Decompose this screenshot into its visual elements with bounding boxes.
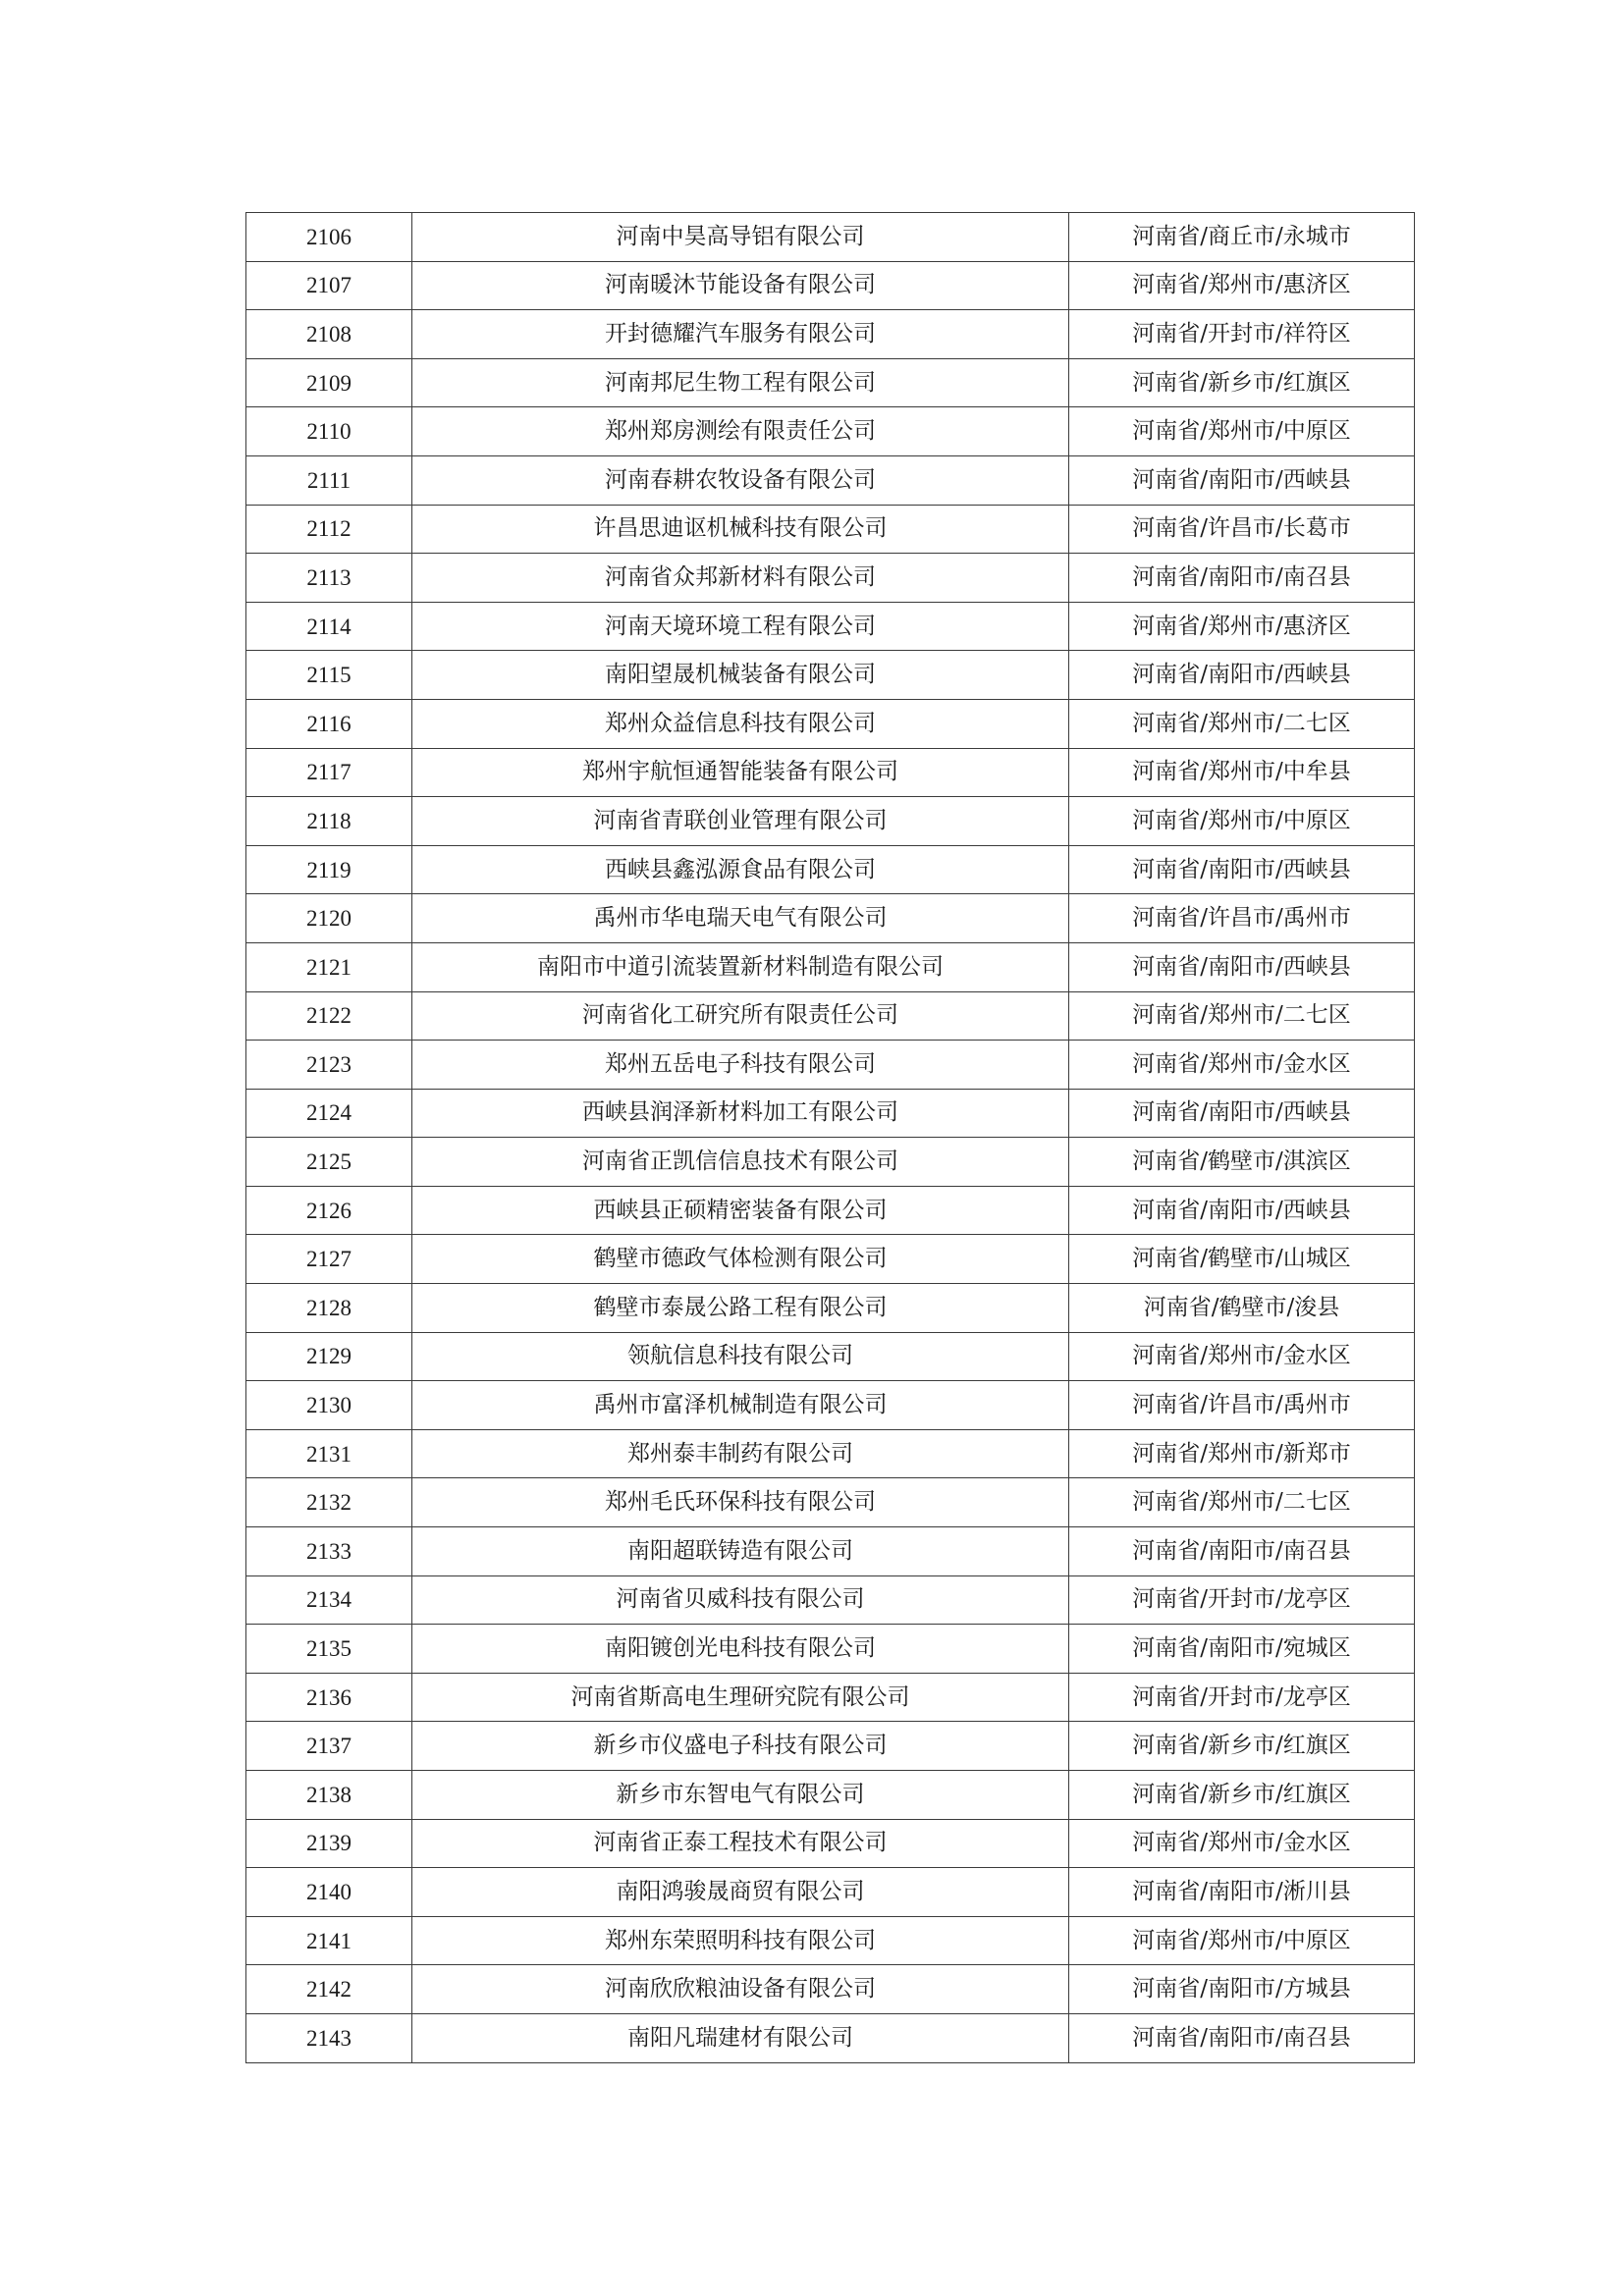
company-name-cell: 南阳市中道引流装置新材料制造有限公司 bbox=[412, 942, 1069, 991]
row-number-cell: 2135 bbox=[246, 1625, 412, 1674]
company-name-cell: 郑州众益信息科技有限公司 bbox=[412, 699, 1069, 748]
row-number-cell: 2107 bbox=[246, 261, 412, 310]
row-number-cell: 2110 bbox=[246, 407, 412, 456]
table-row bbox=[246, 261, 1415, 310]
region-cell: 河南省/南阳市/南召县 bbox=[1069, 554, 1415, 603]
row-number-cell: 2132 bbox=[246, 1478, 412, 1527]
table-row bbox=[246, 1284, 1415, 1333]
company-name-cell: 河南中昊高导铝有限公司 bbox=[412, 213, 1069, 262]
table-row bbox=[246, 1575, 1415, 1625]
table-row bbox=[246, 554, 1415, 603]
company-name-cell: 郑州郑房测绘有限责任公司 bbox=[412, 407, 1069, 456]
company-name-cell: 郑州五岳电子科技有限公司 bbox=[412, 1041, 1069, 1090]
table-row bbox=[246, 1722, 1415, 1771]
table-row bbox=[246, 942, 1415, 991]
company-name-cell: 南阳望晟机械装备有限公司 bbox=[412, 651, 1069, 700]
row-number-cell: 2128 bbox=[246, 1284, 412, 1333]
row-number-cell: 2137 bbox=[246, 1722, 412, 1771]
row-number-cell: 2120 bbox=[246, 894, 412, 943]
table-row bbox=[246, 1381, 1415, 1430]
table-row bbox=[246, 699, 1415, 748]
company-name-cell: 河南天境环境工程有限公司 bbox=[412, 602, 1069, 651]
row-number-cell: 2124 bbox=[246, 1089, 412, 1138]
row-number-cell: 2118 bbox=[246, 797, 412, 846]
table-row bbox=[246, 407, 1415, 456]
region-cell: 河南省/许昌市/长葛市 bbox=[1069, 505, 1415, 554]
company-name-cell: 新乡市仪盛电子科技有限公司 bbox=[412, 1722, 1069, 1771]
row-number-cell: 2123 bbox=[246, 1041, 412, 1090]
row-number-cell: 2111 bbox=[246, 455, 412, 505]
table-row bbox=[246, 1673, 1415, 1722]
company-name-cell: 西峡县润泽新材料加工有限公司 bbox=[412, 1089, 1069, 1138]
row-number-cell: 2136 bbox=[246, 1673, 412, 1722]
region-cell: 河南省/南阳市/西峡县 bbox=[1069, 845, 1415, 894]
region-cell: 河南省/南阳市/西峡县 bbox=[1069, 942, 1415, 991]
region-cell: 河南省/许昌市/禹州市 bbox=[1069, 1381, 1415, 1430]
row-number-cell: 2119 bbox=[246, 845, 412, 894]
region-cell: 河南省/郑州市/二七区 bbox=[1069, 699, 1415, 748]
region-cell: 河南省/南阳市/南召县 bbox=[1069, 2013, 1415, 2062]
region-cell: 河南省/南阳市/方城县 bbox=[1069, 1965, 1415, 2014]
region-cell: 河南省/南阳市/西峡县 bbox=[1069, 1089, 1415, 1138]
table-row bbox=[246, 310, 1415, 359]
row-number-cell: 2138 bbox=[246, 1771, 412, 1820]
table-row bbox=[246, 1771, 1415, 1820]
company-name-cell: 鹤壁市泰晟公路工程有限公司 bbox=[412, 1284, 1069, 1333]
table-row bbox=[246, 1186, 1415, 1235]
region-cell: 河南省/南阳市/西峡县 bbox=[1069, 1186, 1415, 1235]
table-row bbox=[246, 1819, 1415, 1868]
company-name-cell: 南阳超联铸造有限公司 bbox=[412, 1527, 1069, 1576]
row-number-cell: 2125 bbox=[246, 1138, 412, 1187]
company-name-cell: 南阳凡瑞建材有限公司 bbox=[412, 2013, 1069, 2062]
company-name-cell: 郑州毛氏环保科技有限公司 bbox=[412, 1478, 1069, 1527]
table-row bbox=[246, 991, 1415, 1041]
table-row bbox=[246, 1041, 1415, 1090]
row-number-cell: 2106 bbox=[246, 213, 412, 262]
region-cell: 河南省/郑州市/新郑市 bbox=[1069, 1429, 1415, 1478]
table-row bbox=[246, 1138, 1415, 1187]
table-row bbox=[246, 1089, 1415, 1138]
row-number-cell: 2142 bbox=[246, 1965, 412, 2014]
region-cell: 河南省/开封市/祥符区 bbox=[1069, 310, 1415, 359]
region-cell: 河南省/开封市/龙亭区 bbox=[1069, 1673, 1415, 1722]
company-name-cell: 郑州宇航恒通智能装备有限公司 bbox=[412, 748, 1069, 797]
region-cell: 河南省/郑州市/二七区 bbox=[1069, 991, 1415, 1041]
table-row bbox=[246, 845, 1415, 894]
company-name-cell: 郑州泰丰制药有限公司 bbox=[412, 1429, 1069, 1478]
row-number-cell: 2129 bbox=[246, 1332, 412, 1381]
company-name-cell: 禹州市华电瑞天电气有限公司 bbox=[412, 894, 1069, 943]
table-body bbox=[246, 213, 1415, 2063]
table-row bbox=[246, 797, 1415, 846]
row-number-cell: 2108 bbox=[246, 310, 412, 359]
company-name-cell: 南阳镀创光电科技有限公司 bbox=[412, 1625, 1069, 1674]
table-row bbox=[246, 894, 1415, 943]
company-name-cell: 许昌思迪讴机械科技有限公司 bbox=[412, 505, 1069, 554]
row-number-cell: 2127 bbox=[246, 1235, 412, 1284]
company-list-table bbox=[245, 212, 1415, 2063]
table-row bbox=[246, 1868, 1415, 1917]
row-number-cell: 2139 bbox=[246, 1819, 412, 1868]
region-cell: 河南省/南阳市/西峡县 bbox=[1069, 455, 1415, 505]
company-name-cell: 河南省化工研究所有限责任公司 bbox=[412, 991, 1069, 1041]
table-row bbox=[246, 748, 1415, 797]
row-number-cell: 2141 bbox=[246, 1916, 412, 1965]
table-row bbox=[246, 2013, 1415, 2062]
company-name-cell: 河南省青联创业管理有限公司 bbox=[412, 797, 1069, 846]
company-name-cell: 河南邦尼生物工程有限公司 bbox=[412, 358, 1069, 407]
company-name-cell: 河南暖沐节能设备有限公司 bbox=[412, 261, 1069, 310]
region-cell: 河南省/鹤壁市/山城区 bbox=[1069, 1235, 1415, 1284]
region-cell: 河南省/南阳市/淅川县 bbox=[1069, 1868, 1415, 1917]
table-row bbox=[246, 1527, 1415, 1576]
region-cell: 河南省/郑州市/金水区 bbox=[1069, 1819, 1415, 1868]
company-name-cell: 河南省正凯信信息技术有限公司 bbox=[412, 1138, 1069, 1187]
company-name-cell: 河南省正泰工程技术有限公司 bbox=[412, 1819, 1069, 1868]
region-cell: 河南省/南阳市/宛城区 bbox=[1069, 1625, 1415, 1674]
region-cell: 河南省/新乡市/红旗区 bbox=[1069, 358, 1415, 407]
region-cell: 河南省/南阳市/西峡县 bbox=[1069, 651, 1415, 700]
table-row bbox=[246, 505, 1415, 554]
row-number-cell: 2115 bbox=[246, 651, 412, 700]
row-number-cell: 2109 bbox=[246, 358, 412, 407]
table-row bbox=[246, 651, 1415, 700]
row-number-cell: 2134 bbox=[246, 1575, 412, 1625]
company-name-cell: 西峡县正硕精密装备有限公司 bbox=[412, 1186, 1069, 1235]
company-name-cell: 南阳鸿骏晟商贸有限公司 bbox=[412, 1868, 1069, 1917]
region-cell: 河南省/新乡市/红旗区 bbox=[1069, 1722, 1415, 1771]
row-number-cell: 2117 bbox=[246, 748, 412, 797]
company-name-cell: 河南省众邦新材料有限公司 bbox=[412, 554, 1069, 603]
row-number-cell: 2114 bbox=[246, 602, 412, 651]
table-row bbox=[246, 358, 1415, 407]
region-cell: 河南省/郑州市/中原区 bbox=[1069, 1916, 1415, 1965]
region-cell: 河南省/郑州市/中牟县 bbox=[1069, 748, 1415, 797]
row-number-cell: 2116 bbox=[246, 699, 412, 748]
region-cell: 河南省/郑州市/金水区 bbox=[1069, 1041, 1415, 1090]
region-cell: 河南省/商丘市/永城市 bbox=[1069, 213, 1415, 262]
table-row bbox=[246, 602, 1415, 651]
region-cell: 河南省/郑州市/中原区 bbox=[1069, 407, 1415, 456]
region-cell: 河南省/郑州市/中原区 bbox=[1069, 797, 1415, 846]
region-cell: 河南省/鹤壁市/浚县 bbox=[1069, 1284, 1415, 1333]
company-name-cell: 河南春耕农牧设备有限公司 bbox=[412, 455, 1069, 505]
table-row bbox=[246, 1332, 1415, 1381]
company-name-cell: 西峡县鑫泓源食品有限公司 bbox=[412, 845, 1069, 894]
company-name-cell: 禹州市富泽机械制造有限公司 bbox=[412, 1381, 1069, 1430]
table-row bbox=[246, 455, 1415, 505]
company-name-cell: 开封德耀汽车服务有限公司 bbox=[412, 310, 1069, 359]
table-row bbox=[246, 1478, 1415, 1527]
company-name-cell: 河南省斯高电生理研究院有限公司 bbox=[412, 1673, 1069, 1722]
table-row bbox=[246, 1965, 1415, 2014]
row-number-cell: 2126 bbox=[246, 1186, 412, 1235]
region-cell: 河南省/郑州市/惠济区 bbox=[1069, 261, 1415, 310]
row-number-cell: 2131 bbox=[246, 1429, 412, 1478]
row-number-cell: 2122 bbox=[246, 991, 412, 1041]
row-number-cell: 2133 bbox=[246, 1527, 412, 1576]
region-cell: 河南省/郑州市/金水区 bbox=[1069, 1332, 1415, 1381]
row-number-cell: 2113 bbox=[246, 554, 412, 603]
row-number-cell: 2130 bbox=[246, 1381, 412, 1430]
region-cell: 河南省/郑州市/惠济区 bbox=[1069, 602, 1415, 651]
row-number-cell: 2143 bbox=[246, 2013, 412, 2062]
company-name-cell: 河南省贝威科技有限公司 bbox=[412, 1575, 1069, 1625]
row-number-cell: 2112 bbox=[246, 505, 412, 554]
company-name-cell: 河南欣欣粮油设备有限公司 bbox=[412, 1965, 1069, 2014]
region-cell: 河南省/新乡市/红旗区 bbox=[1069, 1771, 1415, 1820]
region-cell: 河南省/许昌市/禹州市 bbox=[1069, 894, 1415, 943]
row-number-cell: 2140 bbox=[246, 1868, 412, 1917]
company-name-cell: 郑州东荣照明科技有限公司 bbox=[412, 1916, 1069, 1965]
table-row bbox=[246, 1625, 1415, 1674]
row-number-cell: 2121 bbox=[246, 942, 412, 991]
table-row bbox=[246, 1429, 1415, 1478]
region-cell: 河南省/南阳市/南召县 bbox=[1069, 1527, 1415, 1576]
region-cell: 河南省/郑州市/二七区 bbox=[1069, 1478, 1415, 1527]
table-row bbox=[246, 1916, 1415, 1965]
company-name-cell: 领航信息科技有限公司 bbox=[412, 1332, 1069, 1381]
region-cell: 河南省/鹤壁市/淇滨区 bbox=[1069, 1138, 1415, 1187]
table-row bbox=[246, 1235, 1415, 1284]
table-row bbox=[246, 213, 1415, 262]
company-name-cell: 鹤壁市德政气体检测有限公司 bbox=[412, 1235, 1069, 1284]
company-name-cell: 新乡市东智电气有限公司 bbox=[412, 1771, 1069, 1820]
region-cell: 河南省/开封市/龙亭区 bbox=[1069, 1575, 1415, 1625]
